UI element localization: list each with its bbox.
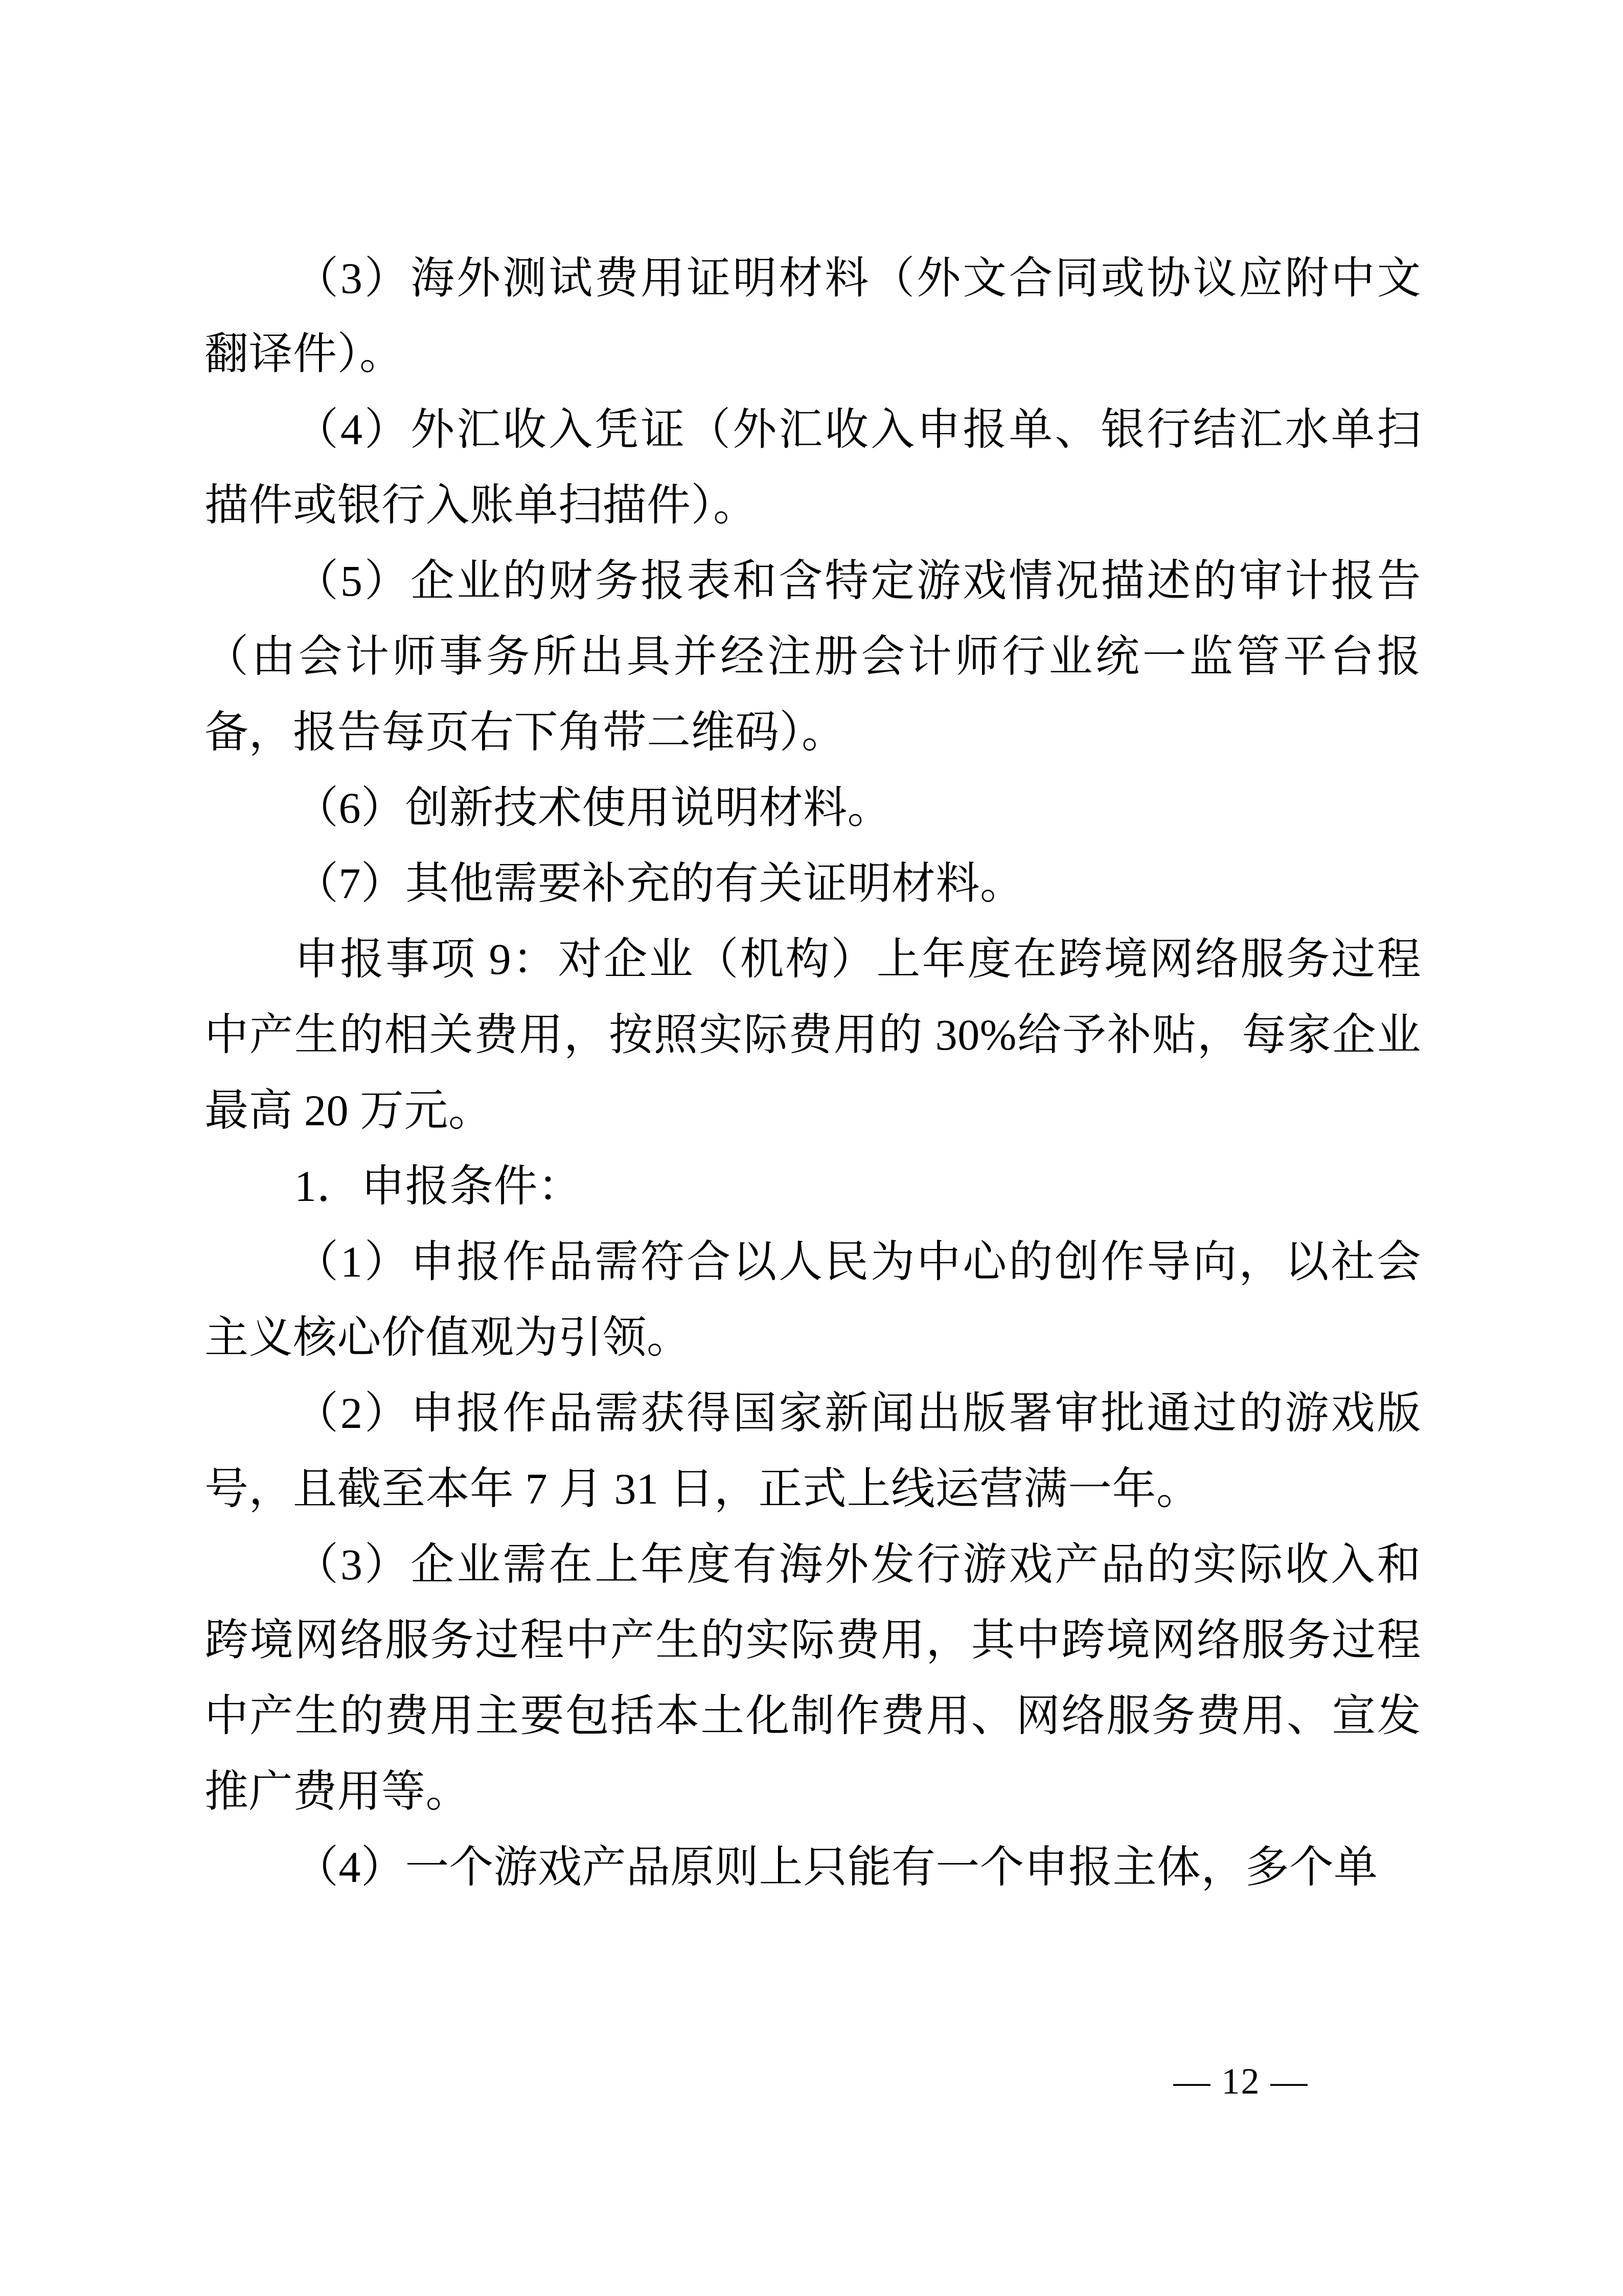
document-body bbox=[204, 240, 1421, 1905]
paragraph: 申报事项 9：对企业（机构）上年度在跨境网络服务过程中产生的相关费用，按照实际费用的 30%给予补贴，每家企业最高 20 万元。 bbox=[204, 935, 1421, 1135]
page-footer bbox=[0, 2060, 1623, 2103]
paragraph: （3）企业需在上年度有海外发行游戏产品的实际收入和跨境网络服务过程中产生的实际费用，其中跨境网络服务过程中产生的费用主要包括本土化制作费用、网络服务费用、宣发推广费用等。 bbox=[204, 1540, 1421, 1816]
paragraph: （6）创新技术使用说明材料。 bbox=[294, 783, 891, 832]
paragraph: （2）申报作品需获得国家新闻出版署审批通过的游戏版号，且截至本年 7 月 31 日，正式上线运营满一年。 bbox=[204, 1389, 1421, 1513]
paragraph: （4）一个游戏产品原则上只能有一个申报主体，多个单 bbox=[294, 1843, 1378, 1892]
paragraph: （4）外汇收入凭证（外汇收入申报单、银行结汇水单扫描件或银行入账单扫描件）。 bbox=[204, 405, 1421, 530]
page-number: — 12 — bbox=[1173, 2061, 1309, 2102]
paragraph: （1）申报作品需符合以人民为中心的创作导向，以社会主义核心价值观为引领。 bbox=[204, 1237, 1421, 1362]
paragraph: （3）海外测试费用证明材料（外文合同或协议应附中文翻译件）。 bbox=[204, 254, 1421, 378]
paragraph: （5）企业的财务报表和含特定游戏情况描述的审计报告（由会计师事务所出具并经注册会计师行业统一监管平台报备，报告每页右下角带二维码）。 bbox=[204, 556, 1421, 757]
paragraph: （7）其他需要补充的有关证明材料。 bbox=[294, 859, 1024, 908]
paragraph: 1．申报条件： bbox=[294, 1162, 582, 1211]
